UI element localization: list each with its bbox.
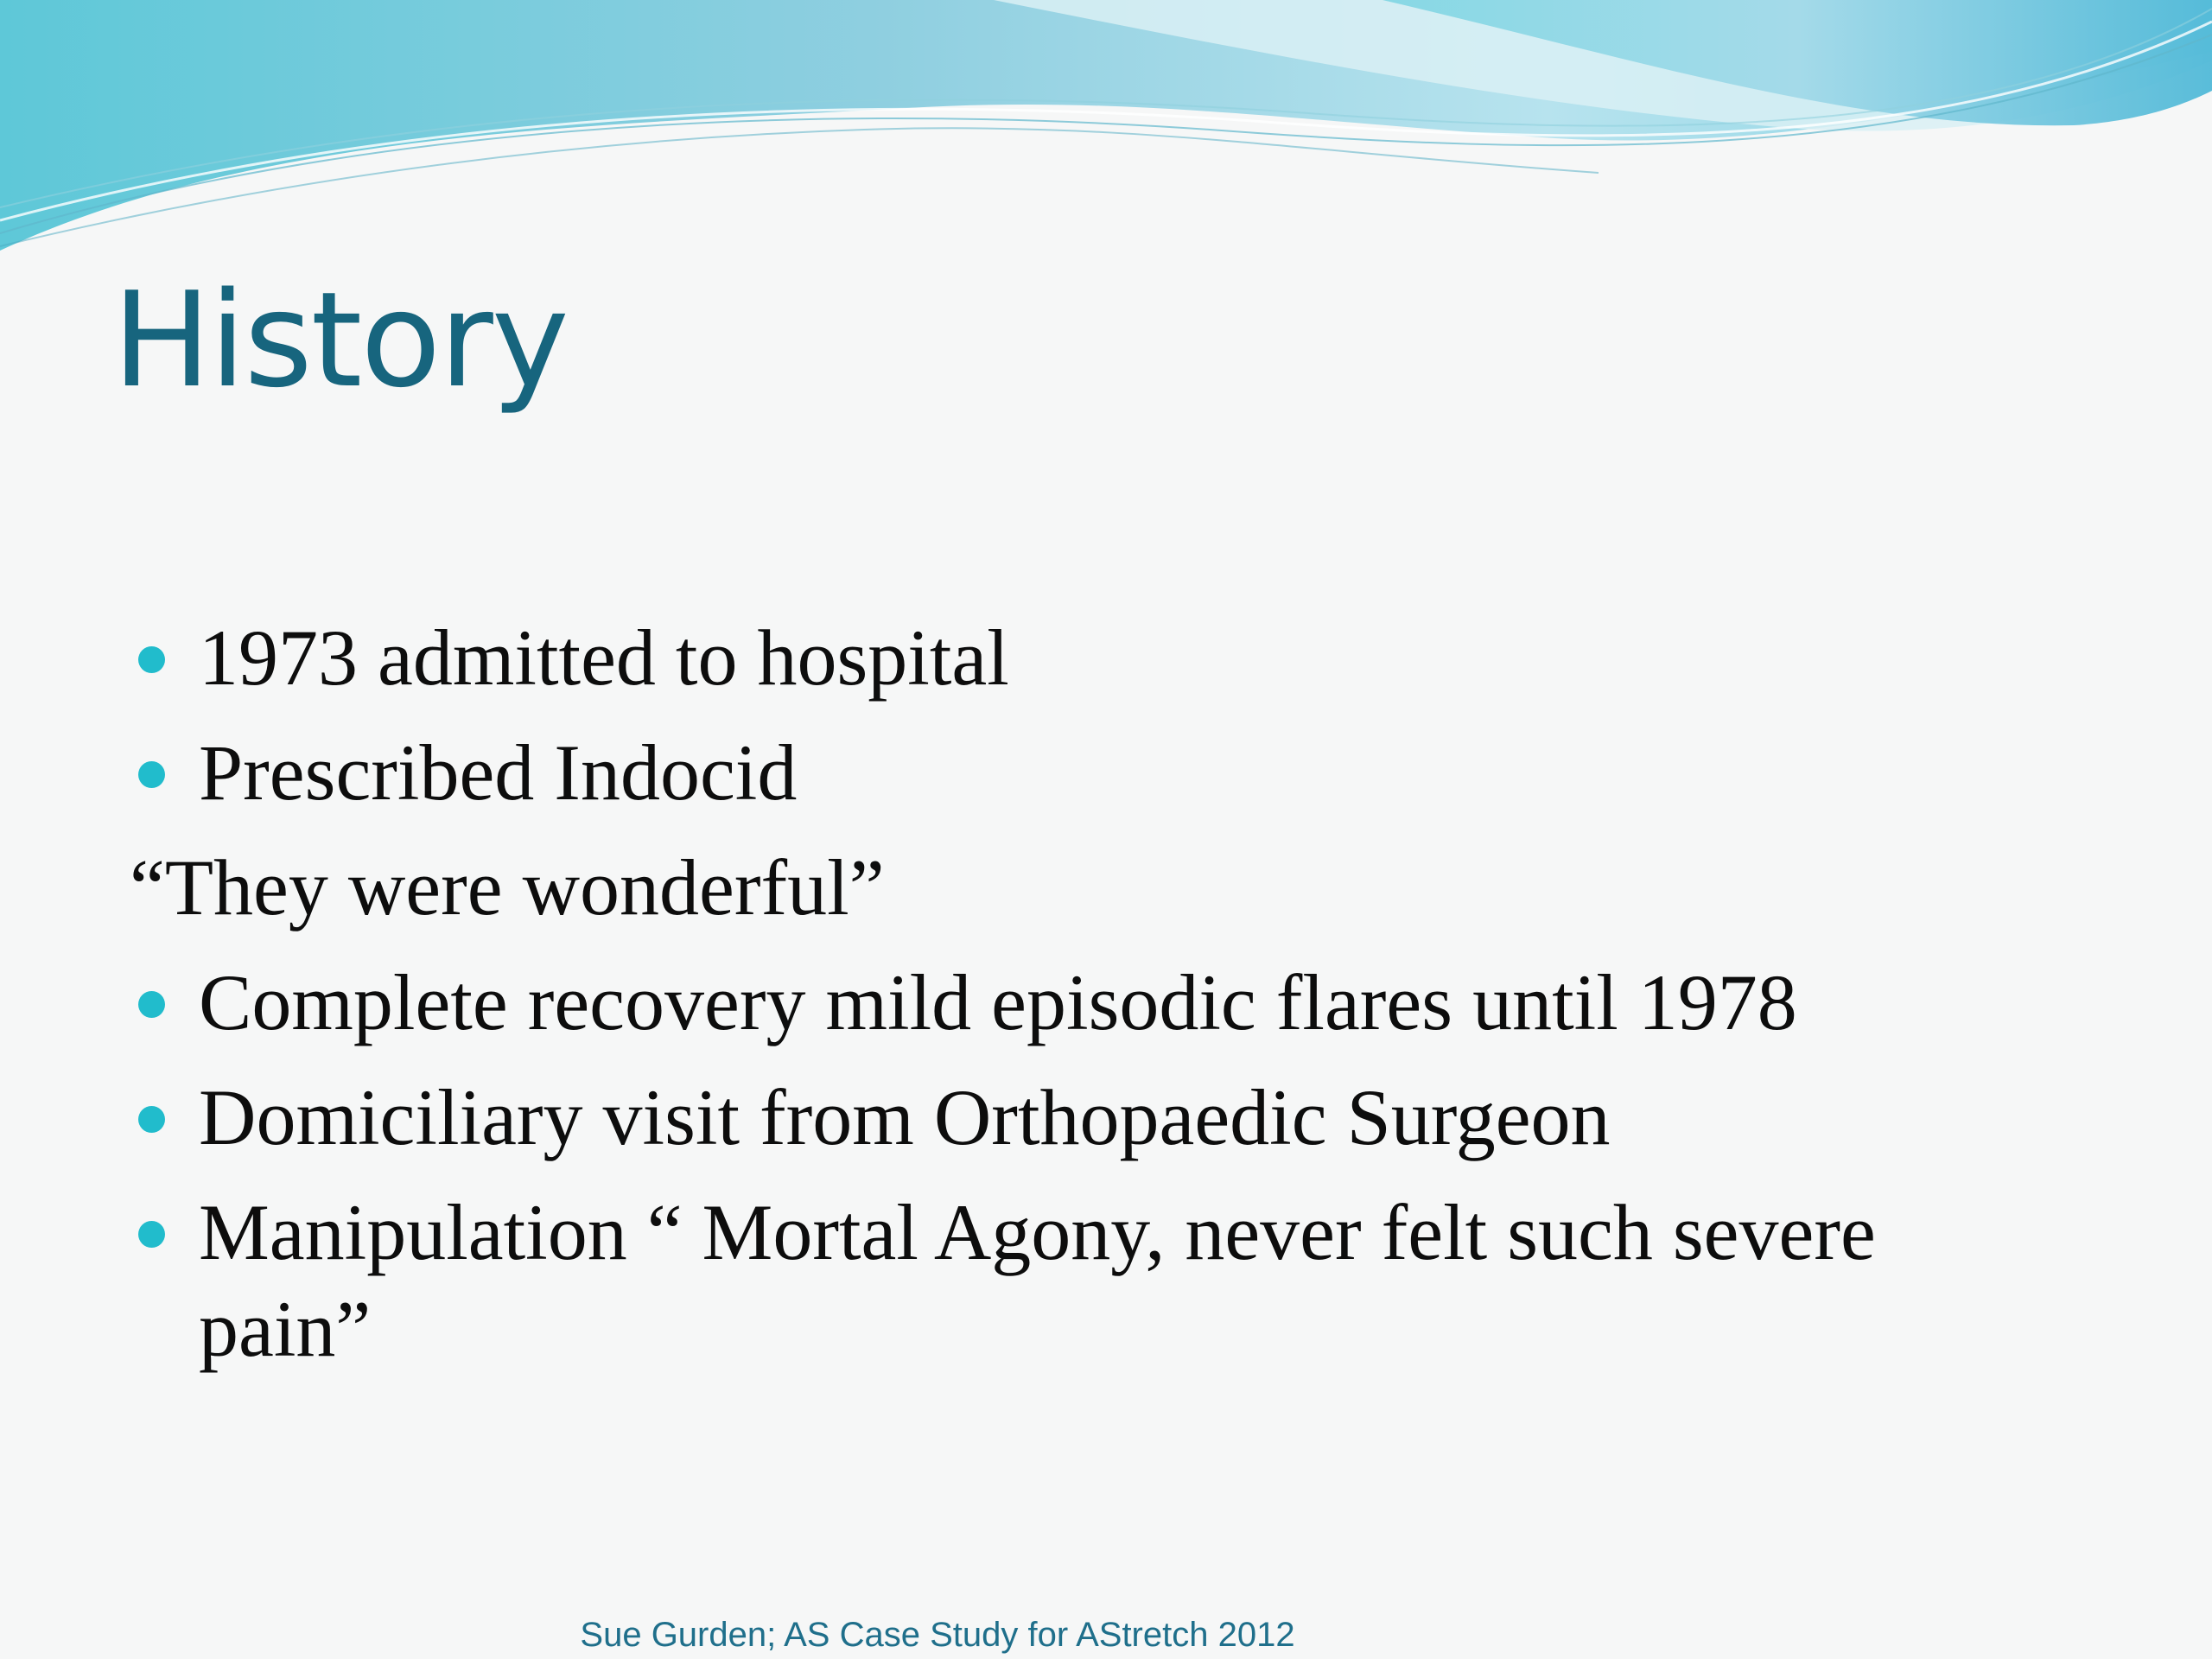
list-item-text: Complete recovery mild episodic flares until 1978	[199, 958, 1797, 1046]
circle-bullet-icon	[138, 761, 165, 788]
list-item-text-continuation: pain”	[199, 1285, 372, 1373]
circle-bullet-icon	[138, 991, 165, 1018]
list-item	[130, 1069, 2100, 1166]
list-item-text: Prescribed Indocid	[199, 728, 798, 817]
list-item	[130, 1184, 2100, 1377]
header-wave-decoration	[0, 0, 2212, 276]
list-item-text: Manipulation “ Mortal Agony, never felt such severe	[199, 1188, 1876, 1276]
list-item	[130, 724, 2100, 821]
slide-title: History	[112, 264, 568, 416]
circle-bullet-icon	[138, 1106, 165, 1133]
quote-text: “They were wonderful”	[130, 843, 885, 931]
list-item	[130, 954, 2100, 1051]
bullet-list	[130, 609, 2100, 1395]
slide-footer: Sue Gurden; AS Case Study for AStretch 2012	[580, 1616, 1295, 1654]
list-item-text: Domiciliary visit from Orthopaedic Surgeon	[199, 1073, 1611, 1161]
list-item	[130, 609, 2100, 706]
circle-bullet-icon	[138, 646, 165, 673]
quote-line	[130, 839, 2100, 936]
circle-bullet-icon	[138, 1221, 165, 1248]
list-item-text: 1973 admitted to hospital	[199, 613, 1009, 702]
